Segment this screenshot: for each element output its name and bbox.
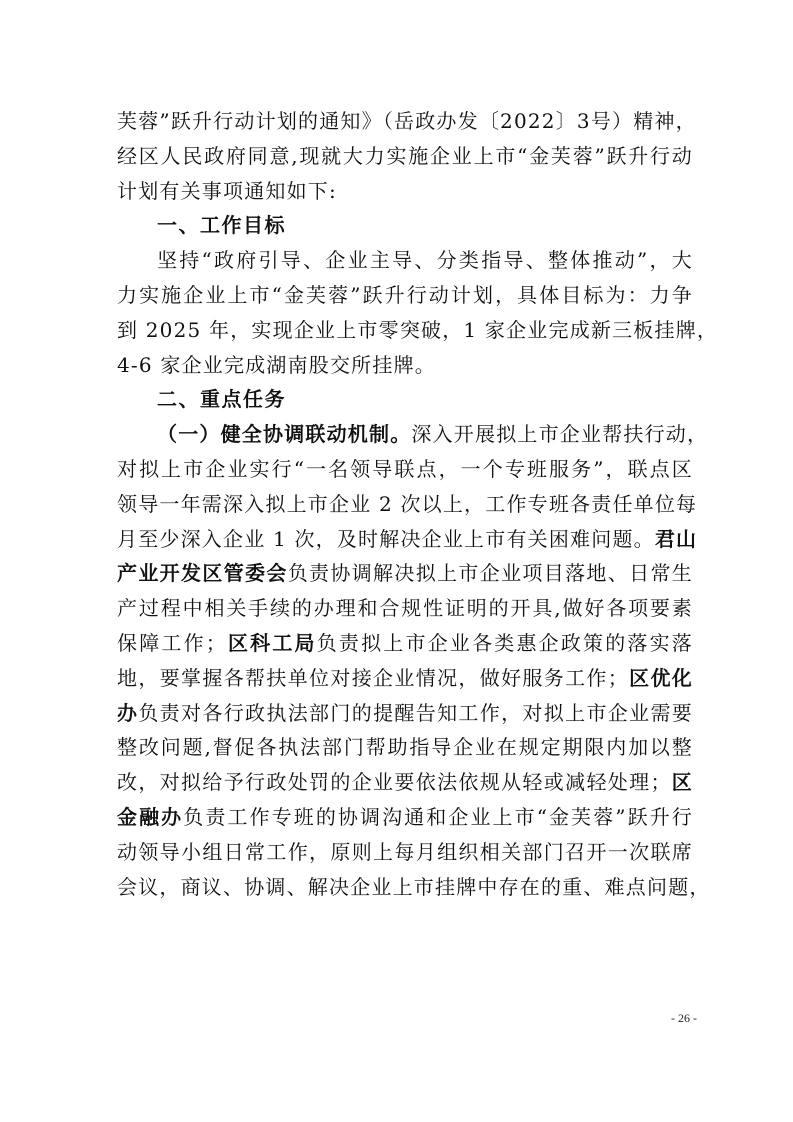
text-line: 到 2025 年，实现企业上市零突破，1 家企业完成新三板挂牌，	[117, 317, 719, 342]
text-run: 负责工作专班的协调沟通和企业上市“金芙蓉”跃升行	[183, 804, 694, 829]
bold-term: 区科工局	[226, 630, 317, 655]
subheading-coordination: （一）健全协调联动机制。	[157, 422, 412, 447]
bold-term: 产业开发区管委会	[117, 561, 288, 586]
bold-term: 区优化	[628, 665, 693, 690]
body-text	[117, 104, 719, 904]
section-heading-goals: 一、工作目标	[157, 213, 286, 238]
text-run: 保障工作；	[117, 630, 227, 655]
text-run: 负责拟上市企业各类惠企政策的落实落	[316, 630, 693, 655]
bold-term: 君山	[654, 526, 698, 551]
text-line: 会议，商议、协调、解决企业上市挂牌中存在的重、难点问题，	[117, 874, 711, 899]
text-line	[117, 765, 693, 800]
text-line: 整改问题,督促各执法部门帮助指导企业在规定期限内加以整	[117, 735, 693, 760]
text-line: 经区人民政府同意,现就大力实施企业上市“金芙蓉”跃升行动	[117, 143, 693, 168]
text-line: 坚持“政府引导、企业主导、分类指导、整体推动”，大	[157, 248, 693, 273]
text-run: 深入开展拟上市企业帮扶行动，	[411, 422, 709, 447]
text-line: 动领导小组日常工作，原则上每月组织相关部门召开一次联席	[117, 839, 693, 864]
text-line	[117, 556, 693, 591]
bold-term: 金融办	[117, 804, 184, 829]
text-line	[117, 626, 693, 661]
text-line: 产过程中相关手续的办理和合规性证明的开具,做好各项要素	[117, 596, 693, 621]
text-run: 改，对拟给予行政处罚的企业要依法依规从轻或减轻处理；	[117, 770, 672, 795]
text-run: 地，要掌握各帮扶单位对接企业情况，做好服务工作；	[117, 665, 629, 690]
text-line: 4-6 家企业完成湖南股交所挂牌。	[117, 352, 436, 377]
text-line	[117, 661, 693, 696]
text-run: 负责协调解决拟上市企业项目落地、日常生	[287, 561, 693, 586]
text-line	[117, 522, 698, 557]
text-line: 领导一年需深入拟上市企业 2 次以上，工作专班各责任单位每	[117, 491, 698, 516]
text-run: 负责对各行政执法部门的提醒告知工作，对拟上市企业需要	[138, 700, 693, 725]
text-run: 月至少深入企业 1 次，及时解决企业上市有关困难问题。	[117, 526, 655, 551]
text-line: 芙蓉”跃升行动计划的通知》（岳政办发〔2022〕3号）精神，	[117, 109, 697, 133]
text-line	[117, 417, 709, 452]
text-line: 力实施企业上市“金芙蓉”跃升行动计划，具体目标为：力争	[117, 282, 693, 307]
text-line: 计划有关事项通知如下:	[117, 178, 337, 203]
text-line	[117, 800, 693, 835]
section-heading-tasks: 二、重点任务	[157, 387, 286, 412]
text-line	[117, 696, 693, 731]
bold-term: 办	[117, 700, 139, 725]
bold-term: 区	[671, 770, 693, 795]
text-line: 对拟上市企业实行“一名领导联点，一个专班服务”，联点区	[117, 456, 693, 481]
page-number: - 26 -	[671, 1011, 697, 1025]
